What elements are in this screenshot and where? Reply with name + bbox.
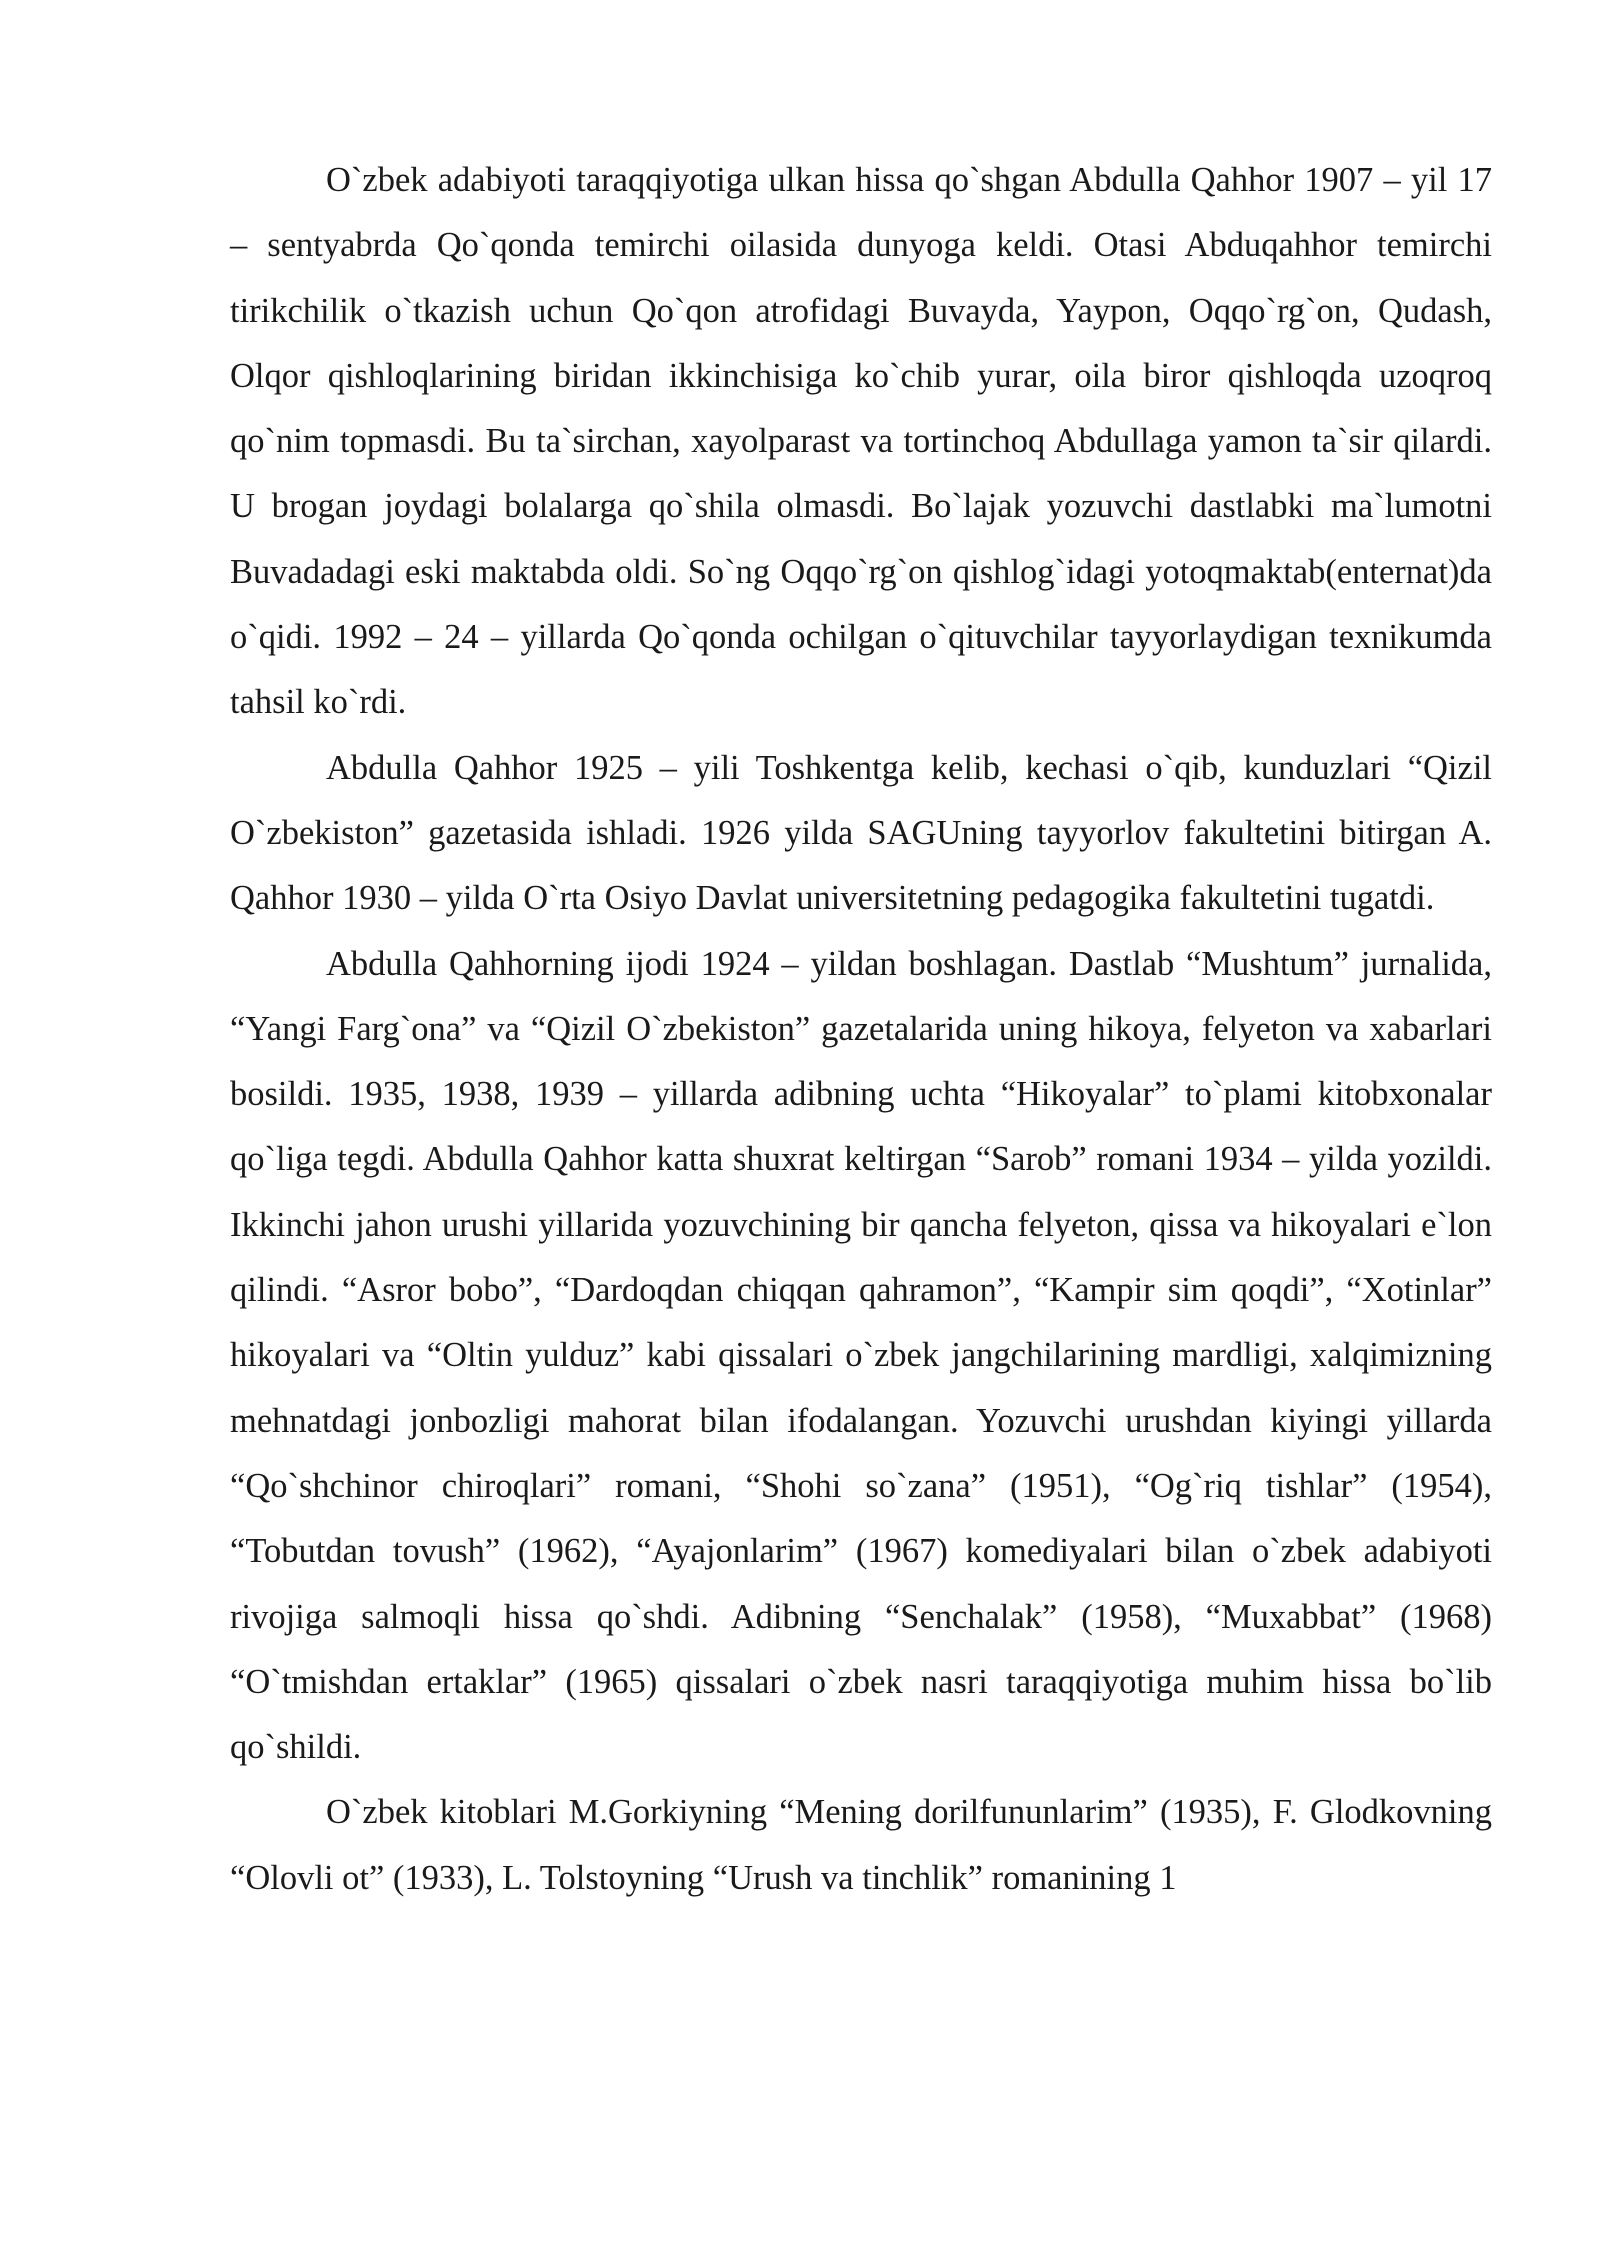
paragraph-education: Abdulla Qahhor 1925 – yili Toshkentga kelib, kechasi o`qib, kunduzlari “Qizil O`zbekiston” gazetasida ishladi. 1926 yilda SAGUning tayyorlov fakultetini bitirgan A. Qahhor 1930 – yilda O`rta Osiyo Davlat universitetning pedagogika fakultetini tugatdi. — [230, 748, 1492, 918]
paragraph-creative-work: Abdulla Qahhorning ijodi 1924 – yildan boshlagan. Dastlab “Mushtum” jurnalida, “Yangi Farg`ona” va “Qizil O`zbekiston” gazetalarida uning hikoya, felyeton va xabarlari bosildi. 1935, 1938, 1939 – yillarda adibning uchta “Hikoyalar” to`plami kitobxonalar qo`liga tegdi. Abdulla Qahhor katta shuxrat keltirgan “Sarob” romani 1934 – yilda yozildi. Ikkinchi jahon urushi yillarida yozuvchining bir qancha felyeton, qissa va hikoyalari e`lon qilindi. “Asror bobo”, “Dardoqdan chiqqan qahramon”, “Kampir sim qoqdi”, “Xotinlar” hikoyalari va “Oltin yulduz” kabi qissalari o`zbek jangchilarining mardligi, xalqimizning mehnatdagi jonbozligi mahorat bilan ifodalangan. Yozuvchi urushdan kiyingi yillarda “Qo`shchinor chiroqlari” romani, “Shohi so`zana” (1951), “Og`riq tishlar” (1954), “Tobutdan tovush” (1962), “Ayajonlarim” (1967) komediyalari bilan o`zbek adabiyoti rivojiga salmoqli hissa qo`shdi. Adibning “Senchalak” (1958), “Muxabbat” (1968) “O`tmishdan ertaklar” (1965) qissalari o`zbek nasri taraqqiyotiga muhim hissa bo`lib qo`shildi. — [230, 944, 1492, 1767]
paragraph-translations: O`zbek kitoblari M.Gorkiyning “Mening dorilfununlarim” (1935), F. Glodkovning “Olovli ot” (1933), L. Tolstoyning “Urush va tinchlik” romanining 1 — [230, 1793, 1492, 1897]
paragraph-biography-early-life: O`zbek adabiyoti taraqqiyotiga ulkan hissa qo`shgan Abdulla Qahhor 1907 – yil 17 – sentyabrda Qo`qonda temirchi oilasida dunyoga keldi. Otasi Abduqahhor temirchi tirikchilik o`tkazish uchun Qo`qon atrofidagi Buvayda, Yaypon, Oqqo`rg`on, Qudash, Olqor qishloqlarining biridan ikkinchisiga ko`chib yurar, oila biror qishloqda uzoqroq qo`nim topmasdi. Bu ta`sirchan, xayolparast va tortinchoq Abdullaga yamon ta`sir qilardi. U brogan joydagi bolalarga qo`shila olmasdi. Bo`lajak yozuvchi dastlabki ma`lumotni Buvadadagi eski maktabda oldi. So`ng Oqqo`rg`on qishlog`idagi yotoqmaktab(enternat)da o`qidi. 1992 – 24 – yillarda Qo`qonda ochilgan o`qituvchilar tayyorlaydigan texnikumda tahsil ko`rdi. — [230, 161, 1492, 722]
document-body — [230, 148, 1492, 1911]
